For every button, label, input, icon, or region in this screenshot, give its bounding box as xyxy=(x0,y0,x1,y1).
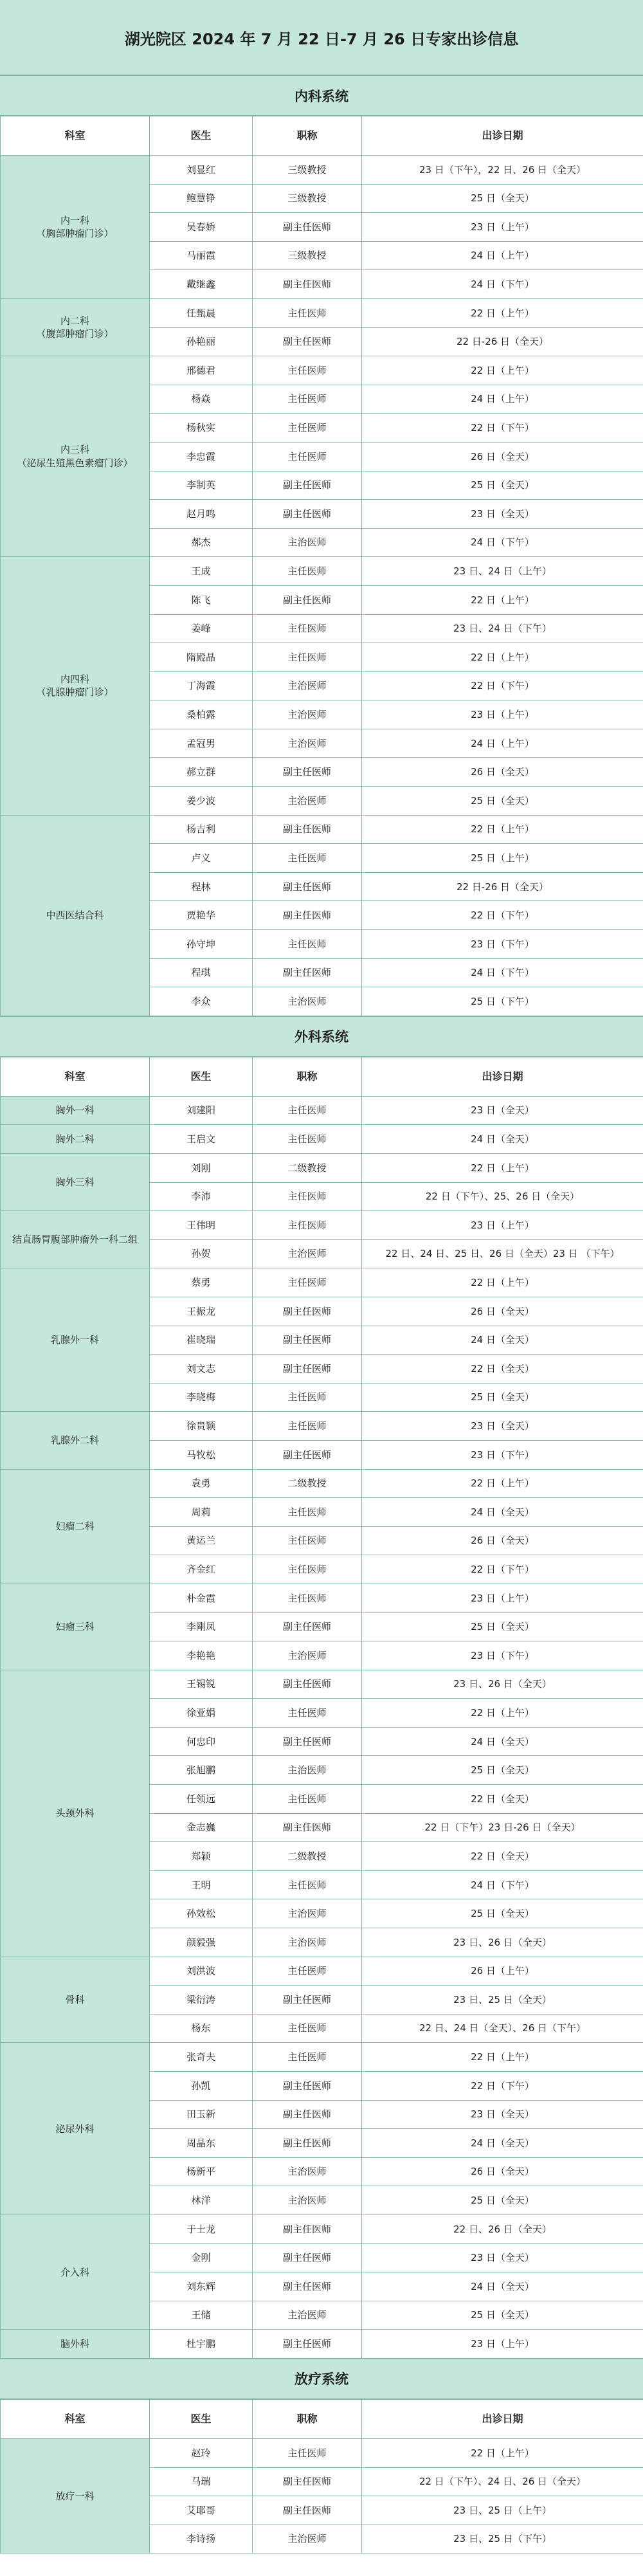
doctor-name: 陈飞 xyxy=(150,585,253,614)
doctor-rank: 副主任医师 xyxy=(253,872,362,901)
clinic-date: 22 日（全天） xyxy=(362,1355,643,1384)
header-doctor: 医生 xyxy=(150,2399,253,2438)
doctor-name: 蔡勇 xyxy=(150,1268,253,1297)
department-name: 介入科 xyxy=(1,2215,150,2329)
clinic-date: 22 日（上午） xyxy=(362,356,643,385)
doctor-name: 刘洪波 xyxy=(150,1957,253,1986)
doctor-rank: 主任医师 xyxy=(253,1383,362,1412)
doctor-name: 王伟明 xyxy=(150,1211,253,1240)
doctor-rank: 副主任医师 xyxy=(253,1297,362,1326)
doctor-name: 何忠印 xyxy=(150,1727,253,1756)
clinic-date: 24 日（下午） xyxy=(362,270,643,299)
clinic-date: 25 日（上午） xyxy=(362,844,643,873)
clinic-date: 23 日（上午） xyxy=(362,2330,643,2359)
table-row xyxy=(1,1584,643,1612)
doctor-rank: 主任医师 xyxy=(253,1699,362,1728)
clinic-date: 23 日、25 日（下午） xyxy=(362,2525,643,2553)
doctor-rank: 主治医师 xyxy=(253,700,362,729)
doctor-name: 王锡锐 xyxy=(150,1670,253,1699)
header-rank: 职称 xyxy=(253,1057,362,1096)
doctor-rank: 主任医师 xyxy=(253,844,362,873)
department-name: 泌尿外科 xyxy=(1,2043,150,2215)
doctor-rank: 副主任医师 xyxy=(253,270,362,299)
clinic-date: 23 日（上午） xyxy=(362,1584,643,1612)
doctor-rank: 副主任医师 xyxy=(253,2272,362,2301)
clinic-date: 23 日（上午） xyxy=(362,213,643,242)
table-row xyxy=(1,1670,643,1699)
clinic-date: 24 日（全天） xyxy=(362,2129,643,2158)
section-title: 外科系统 xyxy=(0,1016,643,1057)
table-header-row xyxy=(1,116,643,156)
doctor-name: 颜毅强 xyxy=(150,1928,253,1957)
clinic-date: 24 日（下午） xyxy=(362,528,643,557)
clinic-date: 23 日（全天） xyxy=(362,500,643,529)
doctor-rank: 主治医师 xyxy=(253,1899,362,1928)
doctor-rank: 副主任医师 xyxy=(253,758,362,787)
doctor-name: 程林 xyxy=(150,872,253,901)
department-name: 内四科 （乳腺肿瘤门诊） xyxy=(1,557,150,815)
table-row xyxy=(1,2215,643,2243)
clinic-date: 23 日（上午） xyxy=(362,1211,643,1240)
table-row xyxy=(1,1412,643,1441)
table-row xyxy=(1,356,643,385)
doctor-name: 杨秋实 xyxy=(150,414,253,443)
doctor-name: 卢义 xyxy=(150,844,253,873)
doctor-name: 林洋 xyxy=(150,2186,253,2215)
header-date: 出诊日期 xyxy=(362,1057,643,1096)
clinic-date: 26 日（全天） xyxy=(362,1526,643,1555)
clinic-date: 22 日（上午） xyxy=(362,1268,643,1297)
doctor-name: 鲍慧铮 xyxy=(150,184,253,213)
doctor-rank: 副主任医师 xyxy=(253,1670,362,1699)
doctor-name: 王储 xyxy=(150,2301,253,2330)
department-name: 内二科 （腹部肿瘤门诊） xyxy=(1,298,150,356)
doctor-rank: 副主任医师 xyxy=(253,500,362,529)
doctor-name: 李诗扬 xyxy=(150,2525,253,2553)
doctor-rank: 主治医师 xyxy=(253,1928,362,1957)
clinic-date: 23 日、25 日（全天） xyxy=(362,1986,643,2014)
clinic-date: 22 日（全天） xyxy=(362,1785,643,1814)
clinic-date: 26 日（全天） xyxy=(362,1297,643,1326)
doctor-name: 周晶东 xyxy=(150,2129,253,2158)
clinic-date: 22 日、26 日（全天） xyxy=(362,2215,643,2243)
doctor-name: 任甄晨 xyxy=(150,298,253,327)
doctor-name: 郑颖 xyxy=(150,1842,253,1871)
clinic-date: 22 日（上午） xyxy=(362,2043,643,2072)
doctor-rank: 主治医师 xyxy=(253,787,362,816)
department-name: 结直肠胃腹部肿瘤外一科二组 xyxy=(1,1211,150,1268)
doctor-rank: 主任医师 xyxy=(253,1182,362,1211)
clinic-date: 26 日（上午） xyxy=(362,1957,643,1986)
doctor-name: 王明 xyxy=(150,1870,253,1899)
doctor-name: 孟冠男 xyxy=(150,729,253,758)
clinic-date: 22 日（上午） xyxy=(362,298,643,327)
clinic-date: 24 日（全天） xyxy=(362,1498,643,1527)
doctor-rank: 副主任医师 xyxy=(253,1612,362,1641)
clinic-date: 22 日（上午） xyxy=(362,643,643,672)
doctor-rank: 三级教授 xyxy=(253,184,362,213)
clinic-date: 24 日（下午） xyxy=(362,1870,643,1899)
doctor-rank: 主任医师 xyxy=(253,643,362,672)
doctor-rank: 主治医师 xyxy=(253,528,362,557)
doctor-rank: 主治医师 xyxy=(253,1641,362,1670)
doctor-rank: 三级教授 xyxy=(253,241,362,270)
clinic-date: 22 日、24 日、25 日、26 日（全天）23 日 （下午） xyxy=(362,1239,643,1268)
doctor-rank: 副主任医师 xyxy=(253,1355,362,1384)
table-row xyxy=(1,815,643,844)
department-name: 头颈外科 xyxy=(1,1670,150,1957)
section-title: 内科系统 xyxy=(0,75,643,116)
doctor-name: 孙效松 xyxy=(150,1899,253,1928)
page-title: 湖光院区 2024 年 7 月 22 日-7 月 26 日专家出诊信息 xyxy=(0,0,643,75)
doctor-rank: 副主任医师 xyxy=(253,2129,362,2158)
doctor-name: 隋殿晶 xyxy=(150,643,253,672)
doctor-name: 袁勇 xyxy=(150,1469,253,1498)
doctor-rank: 主治医师 xyxy=(253,2525,362,2553)
doctor-name: 张奇夫 xyxy=(150,2043,253,2072)
doctor-rank: 主任医师 xyxy=(253,1785,362,1814)
doctor-rank: 副主任医师 xyxy=(253,471,362,500)
doctor-rank: 副主任医师 xyxy=(253,1326,362,1355)
doctor-name: 刘显红 xyxy=(150,156,253,185)
doctor-rank: 主治医师 xyxy=(253,1756,362,1785)
doctor-rank: 主任医师 xyxy=(253,557,362,586)
clinic-date: 22 日（上午） xyxy=(362,2438,643,2467)
doctor-rank: 副主任医师 xyxy=(253,2072,362,2101)
clinic-date: 22 日（上午） xyxy=(362,1699,643,1728)
table-row xyxy=(1,557,643,586)
doctor-rank: 主任医师 xyxy=(253,356,362,385)
doctor-rank: 副主任医师 xyxy=(253,1986,362,2014)
clinic-date: 25 日（全天） xyxy=(362,787,643,816)
doctor-rank: 主治医师 xyxy=(253,2186,362,2215)
table-row xyxy=(1,1469,643,1498)
clinic-date: 24 日（上午） xyxy=(362,729,643,758)
clinic-date: 25 日（全天） xyxy=(362,2186,643,2215)
doctor-name: 田玉新 xyxy=(150,2100,253,2129)
doctor-rank: 主治医师 xyxy=(253,729,362,758)
header-date: 出诊日期 xyxy=(362,2399,643,2438)
doctor-name: 孙凯 xyxy=(150,2072,253,2101)
department-name: 骨科 xyxy=(1,1957,150,2043)
doctor-rank: 副主任医师 xyxy=(253,2496,362,2525)
doctor-name: 梁衍涛 xyxy=(150,1986,253,2014)
clinic-date: 22 日（下午）、25、26 日（全天） xyxy=(362,1182,643,1211)
doctor-rank: 主任医师 xyxy=(253,385,362,414)
doctor-name: 丁海霞 xyxy=(150,671,253,700)
doctor-name: 徐亚娟 xyxy=(150,1699,253,1728)
table-header-row xyxy=(1,1057,643,1096)
doctor-rank: 副主任医师 xyxy=(253,815,362,844)
table-row xyxy=(1,1154,643,1183)
doctor-rank: 副主任医师 xyxy=(253,585,362,614)
table-row xyxy=(1,2330,643,2359)
doctor-rank: 主治医师 xyxy=(253,2157,362,2186)
clinic-date: 23 日（下午） xyxy=(362,930,643,959)
doctor-rank: 主治医师 xyxy=(253,2301,362,2330)
clinic-date: 24 日（下午） xyxy=(362,958,643,987)
table-row xyxy=(1,1211,643,1240)
doctor-name: 马瑞 xyxy=(150,2467,253,2496)
table-header-row xyxy=(1,2399,643,2438)
department-name: 胸外三科 xyxy=(1,1154,150,1211)
clinic-date: 23 日（下午） xyxy=(362,1641,643,1670)
doctor-rank: 主任医师 xyxy=(253,1268,362,1297)
doctor-rank: 主任医师 xyxy=(253,1412,362,1441)
department-name: 胸外一科 xyxy=(1,1096,150,1125)
doctor-name: 赵玲 xyxy=(150,2438,253,2467)
doctor-name: 杨东 xyxy=(150,2014,253,2043)
doctor-name: 马牧松 xyxy=(150,1440,253,1469)
clinic-date: 22 日、24 日（全天）、26 日（下午） xyxy=(362,2014,643,2043)
doctor-name: 王振龙 xyxy=(150,1297,253,1326)
clinic-date: 22 日（下午）、24 日、26 日（全天） xyxy=(362,2467,643,2496)
doctor-name: 马丽霞 xyxy=(150,241,253,270)
schedule-table xyxy=(0,1057,643,2359)
doctor-name: 郝杰 xyxy=(150,528,253,557)
header-rank: 职称 xyxy=(253,116,362,156)
doctor-name: 金志巍 xyxy=(150,1813,253,1842)
doctor-rank: 副主任医师 xyxy=(253,1440,362,1469)
doctor-rank: 副主任医师 xyxy=(253,2330,362,2359)
doctor-name: 程琪 xyxy=(150,958,253,987)
table-row xyxy=(1,1957,643,1986)
clinic-date: 25 日（全天） xyxy=(362,1899,643,1928)
doctor-rank: 主任医师 xyxy=(253,1125,362,1154)
clinic-date: 23 日（上午） xyxy=(362,700,643,729)
clinic-date: 23 日、24 日（上午） xyxy=(362,557,643,586)
table-row xyxy=(1,1096,643,1125)
doctor-name: 任领远 xyxy=(150,1785,253,1814)
doctor-name: 杨吉利 xyxy=(150,815,253,844)
doctor-name: 杨新平 xyxy=(150,2157,253,2186)
clinic-date: 23 日、25 日（上午） xyxy=(362,2496,643,2525)
doctor-rank: 主治医师 xyxy=(253,987,362,1016)
doctor-rank: 主任医师 xyxy=(253,1211,362,1240)
clinic-date: 25 日（下午） xyxy=(362,987,643,1016)
department-name: 胸外二科 xyxy=(1,1125,150,1154)
table-row xyxy=(1,1268,643,1297)
doctor-rank: 主任医师 xyxy=(253,414,362,443)
clinic-date: 25 日（全天） xyxy=(362,1756,643,1785)
table-row xyxy=(1,298,643,327)
clinic-date: 22 日（上午） xyxy=(362,1154,643,1183)
doctor-rank: 副主任医师 xyxy=(253,2100,362,2129)
doctor-name: 刘东辉 xyxy=(150,2272,253,2301)
doctor-rank: 副主任医师 xyxy=(253,2243,362,2272)
clinic-date: 22 日（下午） xyxy=(362,1555,643,1584)
clinic-date: 23 日（全天） xyxy=(362,1096,643,1125)
doctor-name: 张旭鹏 xyxy=(150,1756,253,1785)
doctor-rank: 主治医师 xyxy=(253,1239,362,1268)
header-dept: 科室 xyxy=(1,116,150,156)
doctor-rank: 主任医师 xyxy=(253,1957,362,1986)
doctor-name: 贾艳华 xyxy=(150,901,253,930)
doctor-name: 刘建阳 xyxy=(150,1096,253,1125)
doctor-rank: 主任医师 xyxy=(253,2438,362,2467)
doctor-name: 李众 xyxy=(150,987,253,1016)
department-name: 乳腺外一科 xyxy=(1,1268,150,1412)
department-name: 脑外科 xyxy=(1,2330,150,2359)
doctor-name: 姜峰 xyxy=(150,614,253,643)
doctor-name: 黄运兰 xyxy=(150,1526,253,1555)
clinic-date: 22 日（上午） xyxy=(362,815,643,844)
doctor-name: 杜宇鹏 xyxy=(150,2330,253,2359)
clinic-date: 24 日（全天） xyxy=(362,1727,643,1756)
clinic-date: 25 日（全天） xyxy=(362,2301,643,2330)
doctor-rank: 主任医师 xyxy=(253,298,362,327)
doctor-name: 王启文 xyxy=(150,1125,253,1154)
clinic-date: 24 日（全天） xyxy=(362,1326,643,1355)
doctor-rank: 主任医师 xyxy=(253,2014,362,2043)
doctor-rank: 主任医师 xyxy=(253,2043,362,2072)
clinic-date: 23 日（全天） xyxy=(362,2100,643,2129)
doctor-name: 郝立群 xyxy=(150,758,253,787)
department-name: 妇瘤二科 xyxy=(1,1469,150,1584)
header-doctor: 医生 xyxy=(150,116,253,156)
department-name: 妇瘤三科 xyxy=(1,1584,150,1670)
doctor-rank: 主任医师 xyxy=(253,1096,362,1125)
doctor-rank: 二级教授 xyxy=(253,1469,362,1498)
doctor-rank: 主任医师 xyxy=(253,930,362,959)
header-doctor: 医生 xyxy=(150,1057,253,1096)
doctor-rank: 二级教授 xyxy=(253,1842,362,1871)
clinic-date: 25 日（全天） xyxy=(362,471,643,500)
doctor-rank: 主任医师 xyxy=(253,614,362,643)
doctor-name: 于士龙 xyxy=(150,2215,253,2243)
doctor-rank: 主任医师 xyxy=(253,1498,362,1527)
doctor-name: 邢德君 xyxy=(150,356,253,385)
doctor-name: 李艳艳 xyxy=(150,1641,253,1670)
doctor-rank: 副主任医师 xyxy=(253,1813,362,1842)
doctor-name: 朴金霞 xyxy=(150,1584,253,1612)
schedule-table xyxy=(0,116,643,1016)
doctor-rank: 主任医师 xyxy=(253,1584,362,1612)
doctor-name: 吴春娇 xyxy=(150,213,253,242)
doctor-rank: 二级教授 xyxy=(253,1154,362,1183)
clinic-date: 22 日（下午）23 日-26 日（全天） xyxy=(362,1813,643,1842)
doctor-rank: 副主任医师 xyxy=(253,2215,362,2243)
clinic-date: 23 日、26 日（全天） xyxy=(362,1928,643,1957)
doctor-rank: 主治医师 xyxy=(253,671,362,700)
doctor-name: 徐贵颖 xyxy=(150,1412,253,1441)
clinic-date: 26 日（全天） xyxy=(362,2157,643,2186)
clinic-date: 24 日（全天） xyxy=(362,2272,643,2301)
doctor-name: 姜少波 xyxy=(150,787,253,816)
clinic-date: 22 日-26 日（全天） xyxy=(362,327,643,356)
doctor-rank: 主任医师 xyxy=(253,1555,362,1584)
clinic-date: 22 日（下午） xyxy=(362,671,643,700)
doctor-rank: 副主任医师 xyxy=(253,958,362,987)
header-date: 出诊日期 xyxy=(362,116,643,156)
doctor-name: 刘刚 xyxy=(150,1154,253,1183)
doctor-name: 李晓梅 xyxy=(150,1383,253,1412)
clinic-date: 25 日（全天） xyxy=(362,1612,643,1641)
clinic-date: 23 日（下午），22 日、26 日（全天） xyxy=(362,156,643,185)
department-name: 放疗一科 xyxy=(1,2438,150,2553)
clinic-date: 22 日（下午） xyxy=(362,2072,643,2101)
clinic-date: 22 日（上午） xyxy=(362,1469,643,1498)
clinic-date: 22 日-26 日（全天） xyxy=(362,872,643,901)
table-row xyxy=(1,2438,643,2467)
header-dept: 科室 xyxy=(1,1057,150,1096)
table-row xyxy=(1,156,643,185)
schedule-table xyxy=(0,2399,643,2553)
clinic-date: 22 日（上午） xyxy=(362,585,643,614)
header-dept: 科室 xyxy=(1,2399,150,2438)
doctor-name: 齐金红 xyxy=(150,1555,253,1584)
doctor-rank: 副主任医师 xyxy=(253,1727,362,1756)
doctor-name: 刘文志 xyxy=(150,1355,253,1384)
doctor-rank: 主任医师 xyxy=(253,442,362,471)
doctor-rank: 副主任医师 xyxy=(253,901,362,930)
clinic-date: 25 日（全天） xyxy=(362,184,643,213)
clinic-date: 22 日（下午） xyxy=(362,901,643,930)
doctor-name: 戴继鑫 xyxy=(150,270,253,299)
doctor-name: 李忠霞 xyxy=(150,442,253,471)
section-title: 放疗系统 xyxy=(0,2359,643,2399)
doctor-name: 金刚 xyxy=(150,2243,253,2272)
doctor-name: 孙贺 xyxy=(150,1239,253,1268)
doctor-name: 杨焱 xyxy=(150,385,253,414)
clinic-date: 24 日（上午） xyxy=(362,385,643,414)
doctor-name: 王成 xyxy=(150,557,253,586)
schedule-content xyxy=(0,75,643,2553)
clinic-date: 26 日（全天） xyxy=(362,442,643,471)
clinic-date: 22 日（全天） xyxy=(362,1842,643,1871)
clinic-date: 23 日、24 日（下午） xyxy=(362,614,643,643)
doctor-name: 孙艳丽 xyxy=(150,327,253,356)
doctor-name: 孙守坤 xyxy=(150,930,253,959)
doctor-name: 桑柏露 xyxy=(150,700,253,729)
department-name: 内一科 （胸部肿瘤门诊） xyxy=(1,156,150,299)
table-row xyxy=(1,2043,643,2072)
doctor-rank: 副主任医师 xyxy=(253,213,362,242)
clinic-date: 23 日（全天） xyxy=(362,2243,643,2272)
clinic-date: 23 日（下午） xyxy=(362,1440,643,1469)
department-name: 中西医结合科 xyxy=(1,815,150,1016)
clinic-date: 25 日（全天） xyxy=(362,1383,643,1412)
table-row xyxy=(1,1125,643,1154)
department-name: 乳腺外二科 xyxy=(1,1412,150,1469)
doctor-name: 李剛凤 xyxy=(150,1612,253,1641)
clinic-date: 24 日（上午） xyxy=(362,241,643,270)
doctor-rank: 副主任医师 xyxy=(253,2467,362,2496)
doctor-name: 周莉 xyxy=(150,1498,253,1527)
doctor-rank: 三级教授 xyxy=(253,156,362,185)
clinic-date: 23 日（全天） xyxy=(362,1412,643,1441)
doctor-name: 李沛 xyxy=(150,1182,253,1211)
clinic-date: 23 日、26 日（全天） xyxy=(362,1670,643,1699)
header-rank: 职称 xyxy=(253,2399,362,2438)
department-name: 内三科 （泌尿生殖黑色素瘤门诊） xyxy=(1,356,150,557)
doctor-name: 艾耶哥 xyxy=(150,2496,253,2525)
doctor-name: 崔晓瑞 xyxy=(150,1326,253,1355)
clinic-date: 22 日（下午） xyxy=(362,414,643,443)
clinic-date: 26 日（全天） xyxy=(362,758,643,787)
doctor-name: 李制英 xyxy=(150,471,253,500)
doctor-name: 赵月鸣 xyxy=(150,500,253,529)
doctor-rank: 主任医师 xyxy=(253,1526,362,1555)
clinic-date: 24 日（全天） xyxy=(362,1125,643,1154)
doctor-rank: 副主任医师 xyxy=(253,327,362,356)
doctor-rank: 主任医师 xyxy=(253,1870,362,1899)
